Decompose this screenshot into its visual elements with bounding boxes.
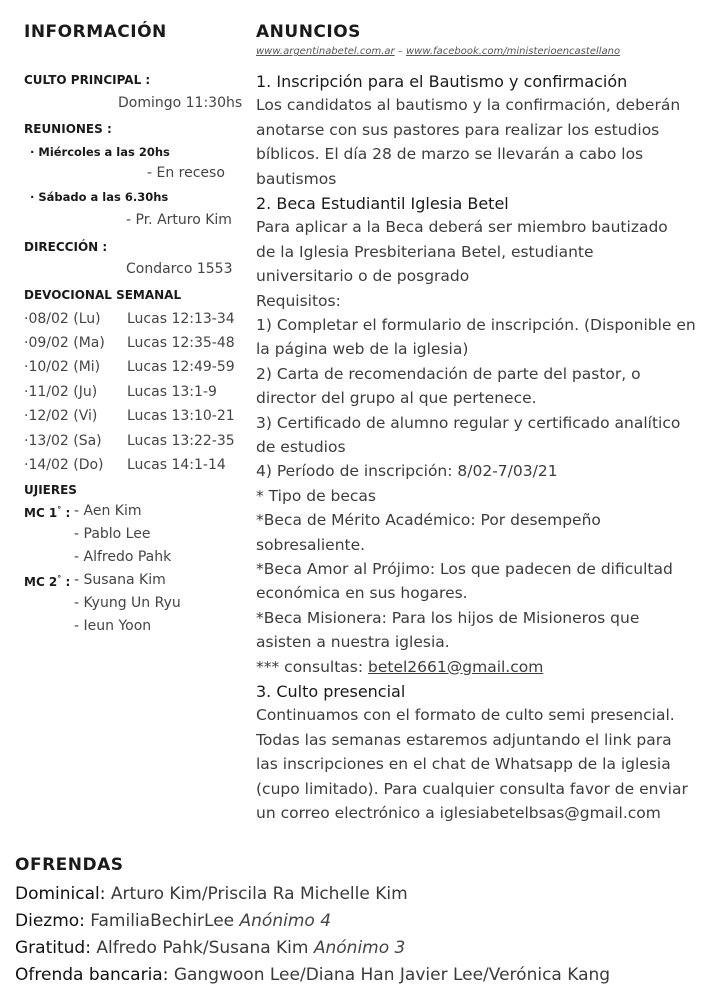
announcement-heading: 2. Beca Estudiantil Iglesia Betel [256,194,509,213]
devocional-text: Lucas 12:13-34 [127,311,235,327]
reunion-sabado: · Sábado a las 6.30hs [30,190,169,204]
announcement-line: bíblicos. El día 28 de marzo se llevarán a cabo los [256,145,644,164]
devocional-text: Lucas 12:49-59 [127,359,235,375]
announcement-line: un correo electrónico a iglesiabetelbsas@gmail.com [256,804,661,822]
ofrenda-label: Gratitud: [15,938,91,958]
ofrenda-anonymous: Anónimo 3 [313,938,406,958]
announcement-line: bautismos [256,169,337,188]
facebook-link[interactable]: www.facebook.com/ministerioencastellano [405,46,621,57]
devocional-text: Lucas 12:35-48 [127,335,235,351]
reunion-miercoles: · Miércoles a las 20hs [30,145,170,159]
mc2-name: - Kyung Un Ryu [74,595,181,611]
direccion-label: DIRECCIÓN : [24,240,108,254]
reunion-miercoles-value: - En receso [147,165,225,181]
ujieres-label: UJIERES [24,483,77,497]
mc1-label: MC 1° : [24,505,71,520]
announcement-line: la página web de la iglesia) [256,340,469,359]
reunion-sabado-value: - Pr. Arturo Kim [126,212,232,228]
announcement-line: director del grupo al que pertenece. [256,389,537,408]
devocional-text: Lucas 13:22-35 [127,433,235,449]
ofrenda-names: Arturo Kim/Priscila Ra Michelle Kim [105,884,408,904]
ofrendas-title: OFRENDAS [15,855,124,875]
contact-email-link[interactable]: betel2661@gmail.com [368,657,544,676]
announcement-line: * Tipo de becas [256,486,376,505]
mc2-label: MC 2° : [24,574,71,589]
ofrenda-row [15,884,408,904]
announcement-line: Requisitos: [256,291,341,310]
links-line: www.argentinabetel.com.ar – www.facebook.com/ministerioencastellano [256,46,621,57]
reuniones-label: REUNIONES : [24,122,112,136]
devocional-date: ·10/02 (Mi) [24,359,101,375]
announcement-line: *Beca Amor al Prójimo: Los que padecen de dificultad [256,560,673,578]
ofrenda-label: Dominical: [15,884,106,904]
culto-value: Domingo 11:30hs [118,95,243,111]
mc2-name: - Ieun Yoon [74,618,152,634]
announcement-line: 1) Completar el formulario de inscripción. (Disponible en [256,316,696,334]
announcement-line: Continuamos con el formato de culto semi presencial. [256,706,675,725]
announcement-line: anotarse con sus pastores para realizar los estudios [256,120,660,139]
devocional-date: ·08/02 (Lu) [24,311,101,327]
ofrenda-names: Gangwoon Lee/Diana Han Javier Lee/Verónica Kang [168,965,611,985]
mc1-name: - Aen Kim [74,503,142,519]
mc1-name: - Alfredo Pahk [74,549,172,565]
ofrenda-names: Alfredo Pahk/Susana Kim [90,938,314,958]
devocional-text: Lucas 13:10-21 [127,408,235,424]
anuncios-title: ANUNCIOS [256,22,361,42]
announcement-line: *** consultas: betel2661@gmail.com [256,657,544,676]
announcement-heading: 1. Inscripción para el Bautismo y confirmación [256,72,628,91]
website-link[interactable]: www.argentinabetel.com.ar [256,46,395,57]
devocional-text: Lucas 13:1-9 [127,384,217,400]
announcement-line: Para aplicar a la Beca deberá ser miembro bautizado [256,218,668,237]
devocional-date: ·12/02 (Vi) [24,408,98,424]
announcement-line: 4) Período de inscripción: 8/02-7/03/21 [256,462,558,481]
mc2-name: - Susana Kim [74,572,166,588]
mc1-name: - Pablo Lee [74,526,151,542]
ofrenda-anonymous: Anónimo 4 [239,911,332,931]
devocional-date: ·14/02 (Do) [24,457,104,473]
ofrenda-names: FamiliaBechirLee [84,911,240,931]
culto-label: CULTO PRINCIPAL : [24,73,151,87]
announcement-line: las inscripciones en el chat de Whatsapp de la iglesia [256,755,671,774]
announcement-line: Los candidatos al bautismo y la confirmación, deberán [256,96,681,115]
announcement-line: económica en sus hogares. [256,584,468,603]
announcement-line: de la Iglesia Presbiteriana Betel, estudiante [256,242,594,261]
announcement-line: (cupo limitado). Para cualquier consulta favor de enviar [256,779,688,798]
announcement-heading: 3. Culto presencial [256,682,406,701]
ofrenda-label: Diezmo: [15,911,85,931]
ofrenda-label: Ofrenda bancaria: [15,965,169,985]
devocional-date: ·11/02 (Ju) [24,384,98,400]
announcement-line: 2) Carta de recomendación de parte del pastor, o [256,364,641,383]
announcement-line: de estudios [256,438,346,456]
devocional-date: ·13/02 (Sa) [24,433,102,449]
devocional-date: ·09/02 (Ma) [24,335,105,351]
ofrenda-row [15,938,405,958]
direccion-value: Condarco 1553 [126,261,233,277]
devocional-label: DEVOCIONAL SEMANAL [24,288,182,302]
info-title: INFORMACIÓN [24,22,167,42]
devocional-text: Lucas 14:1-14 [127,457,226,473]
announcement-line: asisten a nuestra iglesia. [256,633,450,652]
announcement-line: sobresaliente. [256,535,366,554]
ofrenda-row [15,965,610,985]
ofrenda-row [15,911,331,931]
announcement-line: *Beca Misionera: Para los hijos de Misioneros que [256,608,640,627]
announcement-line: *Beca de Mérito Académico: Por desempeño [256,511,601,530]
announcement-line: universitario o de posgrado [256,267,470,286]
announcement-line: Todas las semanas estaremos adjuntando el link para [256,730,672,749]
announcement-line: 3) Certificado de alumno regular y certificado analítico [256,413,681,432]
